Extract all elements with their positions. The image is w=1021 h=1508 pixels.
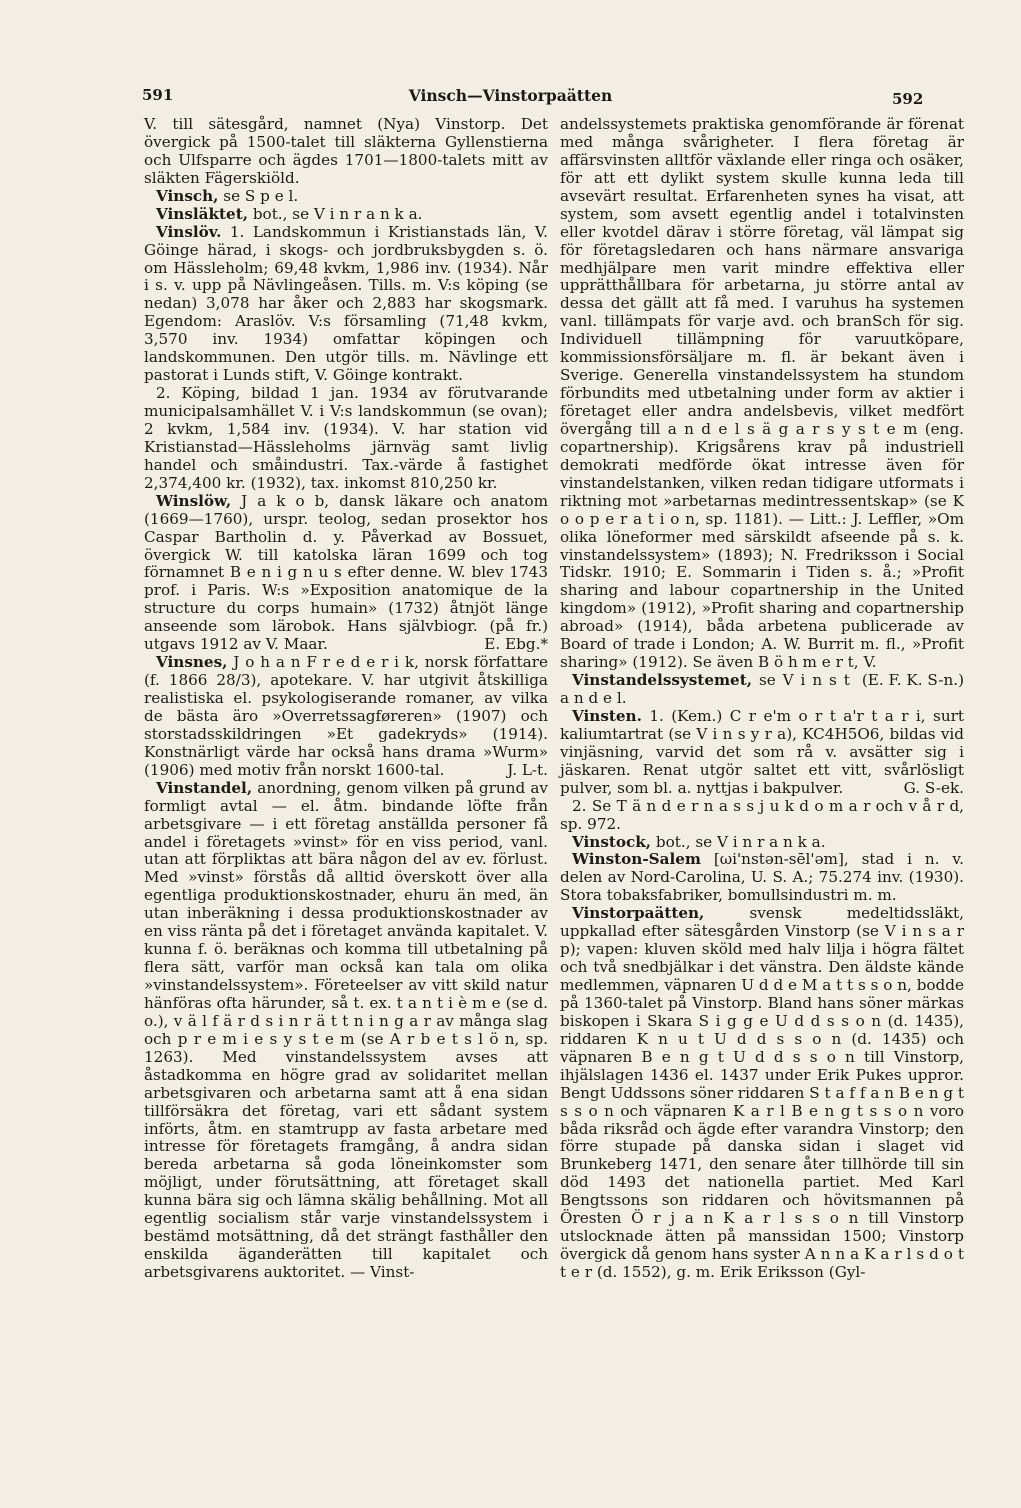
headword: Vinsten. <box>572 706 642 725</box>
entry-text: 1. Landskommun i Kristianstads län, V. Göinge härad, i skogs- och jordbruksbygden s. ö. om Hässleholm; 69,48 kvkm, 1,986 inv. (1934). Når i s. v. upp på Nävlingeåsen. Tills. m. V:s köping (se nedan) 3,078 har åker och 2,883 har skogsmark. Egendom: Araslöv. V:s församling (71,48 kvkm, 3,570 inv. 1934) omfattar köpingen och landskommunen. Den utgör tills. m. Nävlinge ett pastorat i Lunds stift, V. Göinge kontrakt. <box>144 222 548 385</box>
headword: Vinstandelssystemet, <box>572 671 753 690</box>
entry-text: se S p e l. <box>218 186 299 205</box>
entry-vinsten-2: 2. Se T ä n d e r n a s s j u k d o m a r och v å r d, sp. 972. <box>560 796 964 833</box>
entry-vinstandel <box>144 780 548 1282</box>
entry-text: bot., se V i n r a n k a. <box>248 204 423 223</box>
entry-text: 1. (Kem.) C r e'm o r t a'r t a r i, surt kaliumtartrat (se V i n s y r a), KC4H5O6, bildas vid vinjäsning, varvid det som rå v. avsätter sig i jäskaren. Renat utgör saltet ett vitt, svårlösligt pulver, som bl. a. nyttjas i bakpulver. <box>560 706 964 797</box>
page-number-left: 591 <box>142 86 174 104</box>
author-signature: E. Ebg.* <box>484 635 548 654</box>
entry-vinsten <box>560 708 964 798</box>
entry-vinslov-2: 2. Köping, bildad 1 jan. 1934 av förutvarande municipalsamhället V. i V:s landskommun (se ovan); 2 kvkm, 1,584 inv. (1934). V. har station vid Kristianstad—Hässleholms järnväg samt livlig handel och småindustri. Tax.-värde å fastighet 2,374,400 kr. (1932), tax. inkomst 810,250 kr. <box>144 384 548 492</box>
entry-vinstorpaatten <box>560 905 964 1282</box>
entry-vinslov <box>144 224 548 385</box>
entry-winston-salem <box>560 851 964 905</box>
headword: Vinstorpaätten, <box>572 904 705 923</box>
entry-text: bot., se V i n r a n k a. <box>651 832 826 851</box>
headword: Vinstandel, <box>156 778 253 797</box>
entry-winslow <box>144 493 548 654</box>
entry-text: J a k o b, dansk läkare och anatom (1669—1760), urspr. teolog, sedan prosektor hos Caspar Bartholin d. y. Påverkad av Bossuet, övergick W. till katolska läran 1699 och tog förnamnet B e n i g n u s efter denne. W. blev 1743 prof. i Paris. W:s »Exposition anatomique de la structure du corps humain» (1732) åtnjöt länge anseende som lärobok. Hans självbiogr. (på fr.) utgavs 1912 av V. Maar. <box>144 491 548 654</box>
entry-vinsch <box>144 188 548 206</box>
entry-text: anordning, genom vilken på grund av formligt avtal — el. åtm. bindande löfte från arbetsgivare — i ett företag anställda personer få andel i företagets »vinst» för en viss period, vanl. utan att förpliktas att bära någon del av ev. förlust. Med »vinst» förstås då alltid överskott över alla egentliga produktionskostnader, ehuru än med, än utan inberäkning i dessa produktionskostnader av en viss ränta på det i företaget använda kapitalet. V. kunna f. ö. beräknas och komma till utbetalning på flera sätt, varför man också kan tala om olika »vinstandelssystem». Företeelser av vitt skild natur hänföras ofta härunder, så t. ex. t a n t i è m e (se d. o.), v ä l f ä r d s i n r ä t t n i n g a r av många slag och p r e m i e s y s t e m (se A r b e t s l ö n, sp. 1263). Med vinstandelssystem avses att åstadkomma en högre grad av solidaritet mellan arbetsgivaren och arbetarna samt att å ena sidan tillförsäkra det företag, vari ett sådant system införts, åtm. en stamtrupp av fasta arbetare med intresse för företagets framgång, å andra sidan bereda arbetarna så goda löneinkomster som möjligt, under förutsättning, att företaget skall kunna bära sig och lämna skälig behållning. Mot all egentlig socialism står varje vinstandelssystem i bestämd motsättning, då det strängt fasthåller den enskilda äganderätten till kapitalet och arbetsgivarens auktoritet. — Vinst- <box>144 778 548 1281</box>
entry-vinslaktet <box>144 206 548 224</box>
headword: Vinsnes, <box>156 653 228 672</box>
entry-text: svensk medeltidssläkt, uppkallad efter sätesgården Vinstorp (se V i n s a r p); vapen: kluven sköld med halv lilja i högra fältet och två snedbjälkar i det vänstra. Den äldste kände medlemmen, väpnaren U d d e M a t t s s o n, bodde på 1360-talet på Vinstorp. Bland hans söner märkas biskopen i Skara S i g g e U d d s s o n (d. 1435), riddaren K n u t U d d s s o n (d. 1435) och väpnaren B e n g t U d d s s o n till Vinstorp, ihjälslagen 1436 el. 1437 under Erik Pukes uppror. Bengt Uddssons söner riddaren S t a f f a n B e n g t s s o n och väpnaren K a r l B e n g t s s o n voro båda riksråd och ägde efter varandra Vinstorp; den förre stupade på danska sidan i slaget vid Brunkeberg 1471, den senare åter tillhörde till sin död 1493 det nationella partiet. Med Karl Bengtssons son riddaren och hövitsmannen på Öresten Ö r j a n K a r l s s o n till Vinstorp utslocknade ätten på manssidan 1500; Vinstorp övergick då genom hans syster A n n a K a r l s d o t t e r (d. 1552), g. m. Erik Eriksson (Gyl- <box>560 904 964 1281</box>
right-column <box>560 116 964 1282</box>
entry-text: se V i n s t a n d e l. <box>560 671 850 707</box>
author-signature: G. S-ek. <box>903 778 964 797</box>
running-title: Vinsch—Vinstorpaätten <box>408 86 613 105</box>
author-signature: J. L-t. <box>507 760 548 779</box>
headword: Vinsch, <box>156 186 219 205</box>
headword: Vinslöv. <box>156 222 222 241</box>
page-number-right: 592 <box>892 90 924 108</box>
headword: Winston-Salem <box>572 850 701 869</box>
left-column <box>144 116 548 1282</box>
page-header <box>0 82 1021 112</box>
author-signature: (E. F. K. S-n.) <box>861 671 964 690</box>
entry-vinsnes <box>144 654 548 780</box>
entry-text: [ωi'nstən-sēl'əm], stad i n. v. delen av Nord-Carolina, U. S. A.; 75.274 inv. (1930). Stora tobaksfabriker, bomullsindustri m. m. <box>560 850 964 905</box>
headword: Vinstock, <box>572 832 652 851</box>
entry-continuation: V. till sätesgård, namnet (Nya) Vinstorp. Det övergick på 1500-talet till släkterna Gyllenstierna och Ulfsparre och ägdes 1701—1800-talets mitt av släkten Fägerskiöld. <box>144 115 548 187</box>
headword: Vinsläktet, <box>156 204 248 223</box>
headword: Winslöw, <box>156 491 232 510</box>
entry-text: J o h a n F r e d e r i k, norsk författare (f. 1866 28/3), apotekare. V. har utgivit åtskilliga realistiska el. psykologiserande romaner, av vilka de bästa äro »Overretssagføreren» (1907) och storstadsskildringen »Et gadekryds» (1914). Konstnärligt värde har också hans drama »Wurm» (1906) med motiv från norskt 1600-tal. <box>144 653 548 779</box>
entry-vinstock <box>560 834 964 852</box>
entry-text: andelssystemets praktiska genomförande är förenat med många svårigheter. I flera företag är affärsvinsten alltför växlande eller ringa och osäker, för att ett dylikt system skulle kunna leda till avsevärt resultat. Erfarenheten synes ha visat, att system, som avsett egentlig andel i totalvinsten eller kvotdel därav i större företag, väl lämpat sig för företagsledaren och hans närmare ansvariga medhjälpare men varit mindre effektiva eller upprätthållbara för arbetarna, ju större antal av dessa det gällt att få med. I varuhus ha systemen vanl. tillämpats för varje avd. och branSch för sig. Individuell tillämpning för varuutköpare, kommissionsförsäljare m. fl. är bekant även i Sverige. Generella vinstandelssystem ha stundom förbundits med utbetalning under form av aktier i företaget eller andra andelsbevis, vilket medfört övergång till a n d e l s ä g a r s y s t e m (eng. copartnership). Krigsårens krav på industriell demokrati medförde ökat intresse även för vinstandelstanken, vilken redan tidigare utformats i riktning mot »arbetarnas medintressentskap» (se K o o p e r a t i o n, sp. 1181). — Litt.: J. Leffler, »Om olika löneformer med särskildt afseende på s. k. vinstandelssystem» (1893); N. Fredriksson i Social Tidskr. 1910; E. Sommarin i Tiden s. å.; »Profit sharing and labour copartnership in the United kingdom» (1912), »Profit sharing and copartnership abroad» (1914), båda arbetena publicerade av Board of trade i London; A. W. Burrit m. fl., »Profit sharing» (1912). Se även B ö h m e r t, V. <box>560 115 964 672</box>
